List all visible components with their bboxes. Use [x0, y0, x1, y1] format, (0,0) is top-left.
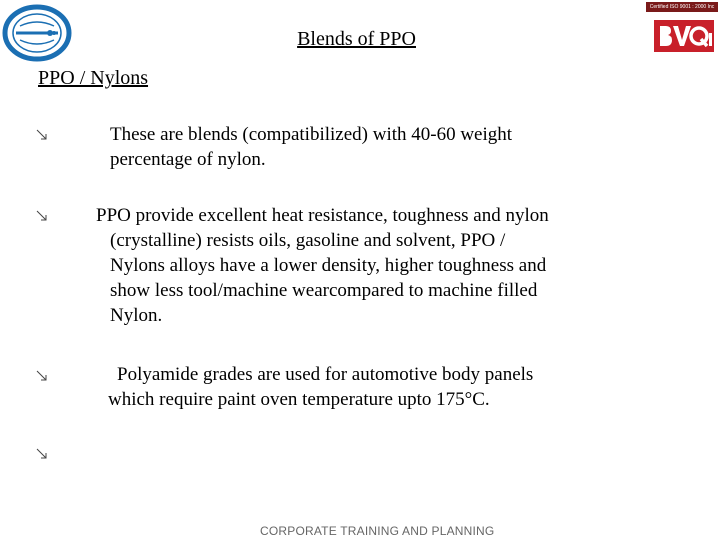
page-title: Blends of PPO: [297, 28, 416, 50]
bullet-2-line-3: Nylons alloys have a lower density, higher toughness and: [110, 255, 547, 276]
bullet-1-line-2: percentage of nylon.: [110, 149, 266, 170]
bullet-arrow-icon: [36, 448, 48, 460]
bullet-2-line-1: PPO provide excellent heat resistance, toughness and nylon: [96, 205, 549, 226]
bullet-2-line-5: Nylon.: [110, 305, 163, 326]
bullet-text-2: [96, 203, 549, 328]
bullet-2-line-4: show less tool/machine wearcompared to machine filled: [110, 280, 538, 301]
bullet-3-line-2: which require paint oven temperature upto 175°C.: [108, 389, 490, 410]
bullet-arrow-icon: [36, 129, 48, 141]
bullet-arrow-icon: [36, 370, 48, 382]
bullet-text-3: [108, 362, 534, 412]
bullet-2-line-2: (crystalline) resists oils, gasoline and solvent, PPO /: [110, 230, 506, 251]
footer-text: CORPORATE TRAINING AND PLANNING: [260, 524, 495, 538]
bullet-1-line-1: These are blends (compatibilized) with 40-60 weight: [110, 124, 513, 145]
bullet-arrow-icon: [36, 210, 48, 222]
certification-label: Certified ISO 9001 : 2000 Inc: [646, 2, 718, 12]
bullet-text-1: [110, 122, 512, 172]
bullet-3-line-1: Polyamide grades are used for automotive body panels: [117, 364, 534, 385]
section-subtitle: PPO / Nylons: [38, 67, 149, 89]
